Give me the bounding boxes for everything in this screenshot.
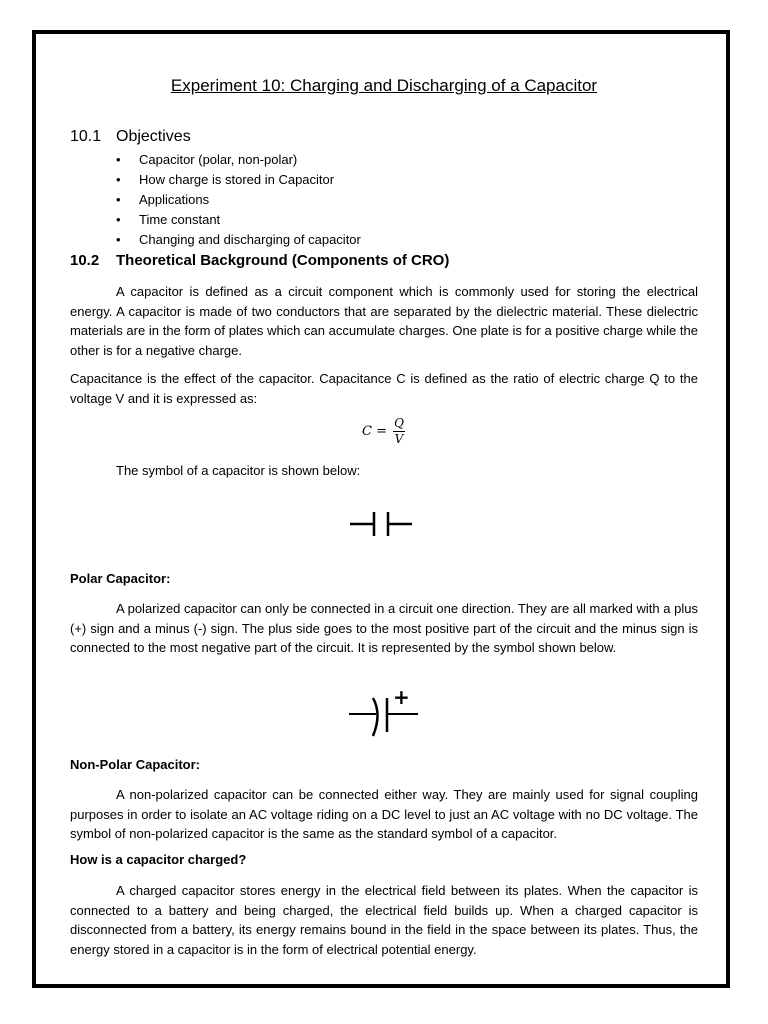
subhead-how-charged: How is a capacitor charged? [70, 852, 247, 867]
list-item: • How charge is stored in Capacitor [116, 170, 361, 190]
capacitance-formula [362, 416, 405, 447]
formula-denominator: V [394, 432, 404, 446]
paragraph-how-charged: A charged capacitor stores energy in the electrical field between its plates. When the capacitor is connected to a battery and being charged, the electrical field builds up. When a charged capacitor is disconnected from a battery, its energy remains bound in the field in the space between its plates. Thus, the energy stored in a capacitor is in the form of electrical potential energy. [70, 883, 698, 957]
formula-numerator: Q [394, 416, 404, 430]
formula-fraction [393, 416, 405, 447]
paragraph-symbol-intro: The symbol of a capacitor is shown below: [116, 463, 361, 478]
page-title: Experiment 10: Charging and Discharging of a Capacitor [170, 76, 598, 95]
subhead-polar-capacitor: Polar Capacitor: [70, 571, 171, 586]
section-number: 10.2 [70, 252, 100, 269]
section-heading-objectives [70, 128, 191, 146]
polar-capacitor-symbol-icon [346, 684, 422, 742]
paragraph-polar-capacitor: A polarized capacitor can only be connected in a circuit one direction. They are all marked with a plus (+) sign and a minus (-) sign. The plus side goes to the most positive part of the circuit and the minus sign is connected to the most negative part of the circuit. It is represented by the symbol shown below. [70, 601, 698, 655]
list-item: • Changing and discharging of capacitor [116, 230, 361, 250]
subhead-nonpolar-capacitor: Non-Polar Capacitor: [70, 757, 201, 772]
section-number: 10.1 [70, 128, 102, 145]
formula-lhs: C = [362, 424, 387, 439]
list-item: • Capacitor (polar, non-polar) [116, 150, 361, 170]
paragraph-nonpolar-capacitor: A non-polarized capacitor can be connected either way. They are mainly used for signal coupling purposes in order to isolate an AC voltage riding on a DC level to just an AC voltage with no DC voltage. The symbol of non-polarized capacitor is the same as the standard symbol of a capacitor. [70, 787, 698, 841]
section-title: Theoretical Background (Components of CRO) [116, 252, 450, 269]
list-item: • Applications [116, 190, 361, 210]
plus-sign: + [393, 685, 410, 709]
list-item: • Time constant [116, 210, 361, 230]
paragraph-capacitor-definition: A capacitor is defined as a circuit component which is commonly used for storing the electrical energy. A capacitor is made of two conductors that are separated by the dielectric material. These dielectric materials are in the form of plates which can accumulate charges. One plate is for a positive charge while the other is for a negative charge. [70, 284, 698, 358]
section-title: Objectives [116, 128, 191, 145]
section-heading-theory [70, 252, 449, 269]
objectives-list [116, 150, 361, 250]
paragraph-capacitance: Capacitance is the effect of the capacitor. Capacitance C is defined as the ratio of electric charge Q to the voltage V and it is expressed as: [70, 371, 698, 406]
capacitor-symbol-icon [346, 502, 418, 546]
